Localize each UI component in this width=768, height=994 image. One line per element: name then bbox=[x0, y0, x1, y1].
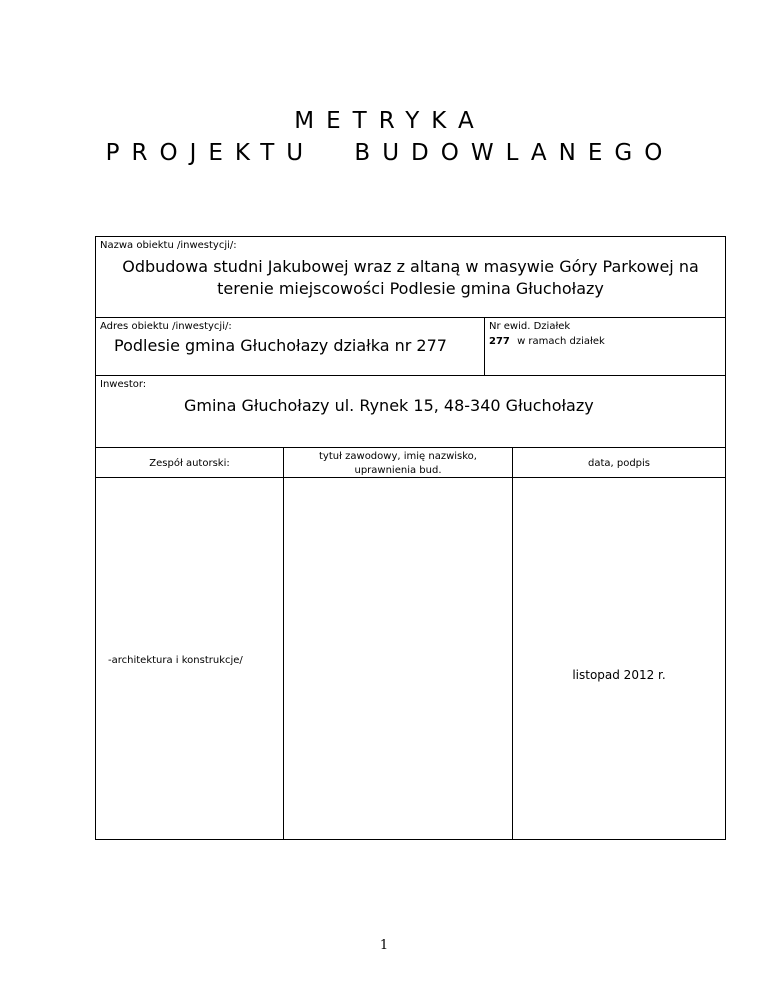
parcel-label: Nr ewid. Działek bbox=[489, 321, 571, 332]
address-value: Podlesie gmina Głuchołazy działka nr 277 bbox=[114, 336, 447, 355]
discipline-label: -architektura i konstrukcje/ bbox=[108, 655, 243, 666]
page-number: 1 bbox=[379, 938, 389, 953]
divider-line bbox=[96, 477, 725, 478]
object-name-label: Nazwa obiektu /inwestycji/: bbox=[100, 240, 237, 251]
credentials-header-line2: uprawnienia bud. bbox=[354, 465, 442, 476]
object-name-line1: Odbudowa studni Jakubowej wraz z altaną w masywie Góry Parkowej na bbox=[122, 257, 699, 276]
credentials-header-line1: tytuł zawodowy, imię nazwisko, bbox=[319, 451, 477, 462]
divider-line bbox=[512, 447, 513, 840]
divider-line bbox=[283, 447, 284, 840]
object-name-line2: terenie miejscowości Podlesie gmina Głuchołazy bbox=[217, 279, 604, 298]
address-label: Adres obiektu /inwestycji/: bbox=[100, 321, 232, 332]
parcel-note: w ramach działek bbox=[517, 336, 605, 347]
document-title-line2: PROJEKTU BUDOWLANEGO bbox=[105, 140, 675, 166]
investor-value: Gmina Głuchołazy ul. Rynek 15, 48-340 Głuchołazy bbox=[184, 396, 594, 415]
divider-line bbox=[96, 447, 725, 448]
parcel-number: 277 bbox=[489, 336, 510, 347]
parcel-value bbox=[489, 336, 605, 347]
divider-line bbox=[96, 317, 725, 318]
project-metrics-table bbox=[95, 236, 726, 840]
team-column-header: Zespół autorski: bbox=[149, 458, 230, 469]
document-title-line1: METRYKA bbox=[294, 108, 486, 134]
divider-line bbox=[96, 375, 725, 376]
investor-label: Inwestor: bbox=[100, 379, 147, 390]
project-date: listopad 2012 r. bbox=[572, 668, 666, 682]
divider-line bbox=[484, 317, 485, 375]
date-signature-header: data, podpis bbox=[587, 458, 651, 469]
